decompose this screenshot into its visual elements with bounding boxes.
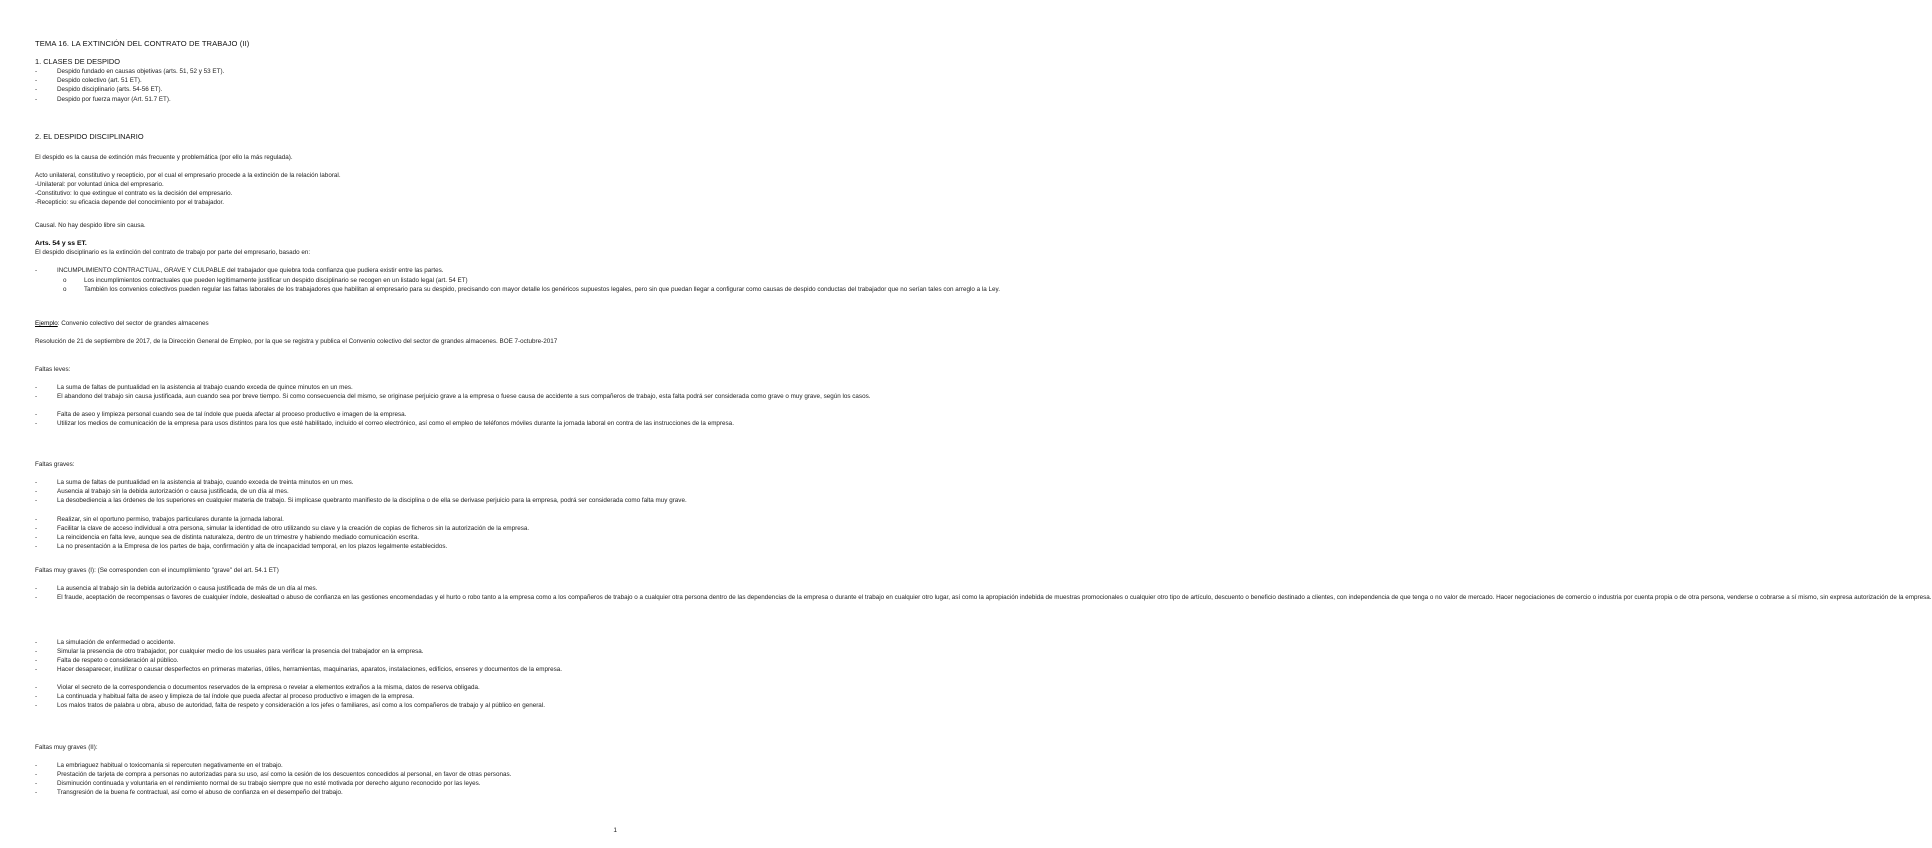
arts-label: Arts. 54 y ss ET.: [35, 240, 87, 247]
list-item: El fraude, aceptación de recompensas o favores de cualquier índole, deslealtad o abuso de confianza en las gestiones encomendadas y el hurto o robo tanto a la empresa como a los compañeros de trabajo o a cualquier otra persona dentro de las dependencias de la empresa o durante el trabajo en cualquier otro lugar, así como la apropiación indebida de muestras promocionales o cualquier otro tipo de artículo, descuento o beneficio destinado a clientes, con independencia de que tenga o no valor de mercado. Hacer negociaciones de comercio o industria por cuenta propia o de otra persona, venderse o cobrarse a sí mismo, sin expresa autorización de la empresa.: [57, 594, 1932, 601]
paragraph-intro: El despido es la causa de extinción más frecuente y problemática (por ello la más regulada).: [35, 154, 293, 161]
bullet-dash: -: [35, 771, 38, 778]
bullet-dash: -: [35, 648, 38, 655]
paragraph-line: -Recepticio: su eficacia depende del conocimiento por el trabajador.: [35, 199, 225, 206]
list-item: Violar el secreto de la correspondencia o documentos reservados de la empresa o revelar a elementos extraños a la misma, datos de reserva obligada.: [57, 684, 480, 691]
faltas-muy-graves-1-label: Faltas muy graves (I): (Se corresponden con el incumplimiento "grave" del art. 54.1 ET): [35, 567, 279, 574]
section-1-heading: 1. CLASES DE DESPIDO: [35, 57, 121, 66]
list-item: La no presentación a la Empresa de los partes de baja, confirmación y alta de incapacidad temporal, en los plazos legalmente establecidos.: [57, 543, 448, 550]
bullet-dash: -: [35, 585, 38, 592]
paragraph-line: -Constitutivo: lo que extingue el contrato es la decisión del empresario.: [35, 190, 233, 197]
list-item: Despido por fuerza mayor (Art. 51.7 ET).: [57, 96, 171, 103]
list-item: Facilitar la clave de acceso individual a otra persona, simular la identidad de otro utilizando su clave y la creación de copias de ficheros sin la autorización de la empresa.: [57, 525, 530, 532]
list-item: Despido fundado en causas objetivas (arts. 51, 52 y 53 ET).: [57, 68, 225, 75]
sub-list-item: También los convenios colectivos pueden regular las faltas laborales de los trabajadores que habilitan al empresario para su despido, precisando con mayor detalle los genéricos supuestos legales, pero sin que puedan llegar a configurar como causas de despido conductas del trabajador que no serían tales con arreglo a la Ley.: [84, 286, 1000, 293]
bullet-dash: -: [35, 543, 38, 550]
document-title: TEMA 16. LA EXTINCIÓN DEL CONTRATO DE TRABAJO (II): [35, 39, 250, 48]
bullet-dash: -: [35, 789, 38, 796]
bullet-circle: o: [63, 286, 67, 293]
list-item: Transgresión de la buena fe contractual, así como el abuso de confianza en el desempeño del trabajo.: [57, 789, 343, 796]
bullet-dash: -: [35, 411, 38, 418]
list-item: El abandono del trabajo sin causa justificada, aun cuando sea por breve tiempo. Si como consecuencia del mismo, se originase perjuicio grave a la empresa o fuese causa de accidente a sus compañeros de trabajo, esta falta podrá ser considerada como grave o muy grave, según los casos.: [57, 393, 871, 400]
list-item: La embriaguez habitual o toxicomanía si repercuten negativamente en el trabajo.: [57, 762, 283, 769]
bullet-dash: -: [35, 639, 38, 646]
faltas-muy-graves-2-label: Faltas muy graves (II):: [35, 744, 98, 751]
paragraph-arts: El despido disciplinario es la extinción del contrato de trabajo por parte del empresario, basado en:: [35, 249, 311, 256]
bullet-dash: -: [35, 488, 38, 495]
list-item: Falta de aseo y limpieza personal cuando sea de tal índole que pueda afectar al proceso productivo e imagen de la empresa.: [57, 411, 407, 418]
bullet-dash: -: [35, 96, 38, 103]
bullet-dash: -: [35, 384, 38, 391]
bullet-dash: -: [35, 497, 38, 504]
page-number: 1: [613, 827, 617, 834]
list-item: Los malos tratos de palabra u obra, abuso de autoridad, falta de respeto y consideración a los jefes o familiares, así como a los compañeros de trabajo y al público en general.: [57, 702, 545, 709]
bullet-dash: -: [35, 762, 38, 769]
list-item: La reincidencia en falta leve, aunque sea de distinta naturaleza, dentro de un trimestre y habiendo mediado comunicación escrita.: [57, 534, 419, 541]
list-item: Hacer desaparecer, inutilizar o causar desperfectos en primeras materias, útiles, herramientas, maquinarias, aparatos, instalaciones, edificios, enseres y documentos de la empresa.: [57, 666, 563, 673]
faltas-graves-label: Faltas graves:: [35, 461, 75, 468]
list-item: La continuada y habitual falta de aseo y limpieza de tal índole que pueda afectar al proceso productivo e imagen de la empresa.: [57, 693, 415, 700]
list-item: INCUMPLIMIENTO CONTRACTUAL, GRAVE Y CULPABLE del trabajador que quiebra toda confianza que pudiera existir entre las partes.: [57, 267, 444, 274]
bullet-dash: -: [35, 86, 38, 93]
section-2-heading: 2. EL DESPIDO DISCIPLINARIO: [35, 132, 144, 141]
bullet-circle: o: [63, 277, 67, 284]
list-item: Realizar, sin el oportuno permiso, trabajos particulares durante la jornada laboral.: [57, 516, 284, 523]
bullet-dash: -: [35, 479, 38, 486]
paragraph-line: Acto unilateral, constitutivo y recepticio, por el cual el empresario procede a la extinción de la relación laboral.: [35, 172, 341, 179]
bullet-dash: -: [35, 525, 38, 532]
list-item: La desobediencia a las órdenes de los superiores en cualquier materia de trabajo. Si implicase quebranto manifiesto de la disciplina o de ella se derivase perjuicio para la empresa, podrá ser considerada como falta muy grave.: [57, 497, 687, 504]
sub-list-item: Los incumplimientos contractuales que pueden legítimamente justificar un despido disciplinario se recogen en un listado legal (art. 54 ET): [84, 277, 468, 284]
list-item: Despido colectivo (art. 51 ET).: [57, 77, 142, 84]
list-item: La ausencia al trabajo sin la debida autorización o causa justificada de más de un día al mes.: [57, 585, 318, 592]
bullet-dash: -: [35, 693, 38, 700]
list-item: Simular la presencia de otro trabajador, por cualquier medio de los usuales para verificar la presencia del trabajador en la empresa.: [57, 648, 424, 655]
bullet-dash: -: [35, 420, 38, 427]
list-item: Despido disciplinario (arts. 54-56 ET).: [57, 86, 163, 93]
bullet-dash: -: [35, 77, 38, 84]
faltas-leves-label: Faltas leves:: [35, 366, 71, 373]
bullet-dash: -: [35, 534, 38, 541]
list-item: La simulación de enfermedad o accidente.: [57, 639, 176, 646]
list-item: Disminución continuada y voluntaria en el rendimiento normal de su trabajo siempre que no esté motivada por derecho alguno reconocido por las leyes.: [57, 780, 481, 787]
ejemplo-line: [35, 320, 617, 329]
ejemplo-label: Ejemplo: [35, 320, 58, 327]
bullet-dash: -: [35, 594, 38, 601]
bullet-dash: -: [35, 267, 38, 274]
paragraph-causal: Causal. No hay despido libre sin causa.: [35, 222, 146, 229]
list-item: Ausencia al trabajo sin la debida autorización o causa justificada, de un día al mes.: [57, 488, 289, 495]
bullet-dash: -: [35, 657, 38, 664]
bullet-dash: -: [35, 780, 38, 787]
list-item: Utilizar los medios de comunicación de la empresa para usos distintos para los que esté habilitado, incluido el correo electrónico, así como el empleo de teléfonos móviles durante la jornada laboral en contra de las instrucciones de la empresa.: [57, 420, 734, 427]
paragraph-line: -Unilateral: por voluntad única del empresario.: [35, 181, 164, 188]
list-item: Prestación de tarjeta de compra a personas no autorizadas para su uso, así como la cesión de los descuentos concedidos al personal, en favor de otras personas.: [57, 771, 512, 778]
ejemplo-text: : Convenio colectivo del sector de grandes almacenes: [57, 320, 209, 327]
list-item: Falta de respeto o consideración al público.: [57, 657, 179, 664]
list-item: La suma de faltas de puntualidad en la asistencia al trabajo, cuando exceda de treinta minutos en un mes.: [57, 479, 354, 486]
bullet-dash: -: [35, 666, 38, 673]
bullet-dash: -: [35, 68, 38, 75]
bullet-dash: -: [35, 702, 38, 709]
bullet-dash: -: [35, 393, 38, 400]
paragraph-resolucion: Resolución de 21 de septiembre de 2017, de la Dirección General de Empleo, por la que se registra y publica el Convenio colectivo del sector de grandes almacenes. BOE 7-octubre-2017: [35, 338, 558, 345]
bullet-dash: -: [35, 684, 38, 691]
list-item: La suma de faltas de puntualidad en la asistencia al trabajo cuando exceda de quince minutos en un mes.: [57, 384, 353, 391]
bullet-dash: -: [35, 516, 38, 523]
